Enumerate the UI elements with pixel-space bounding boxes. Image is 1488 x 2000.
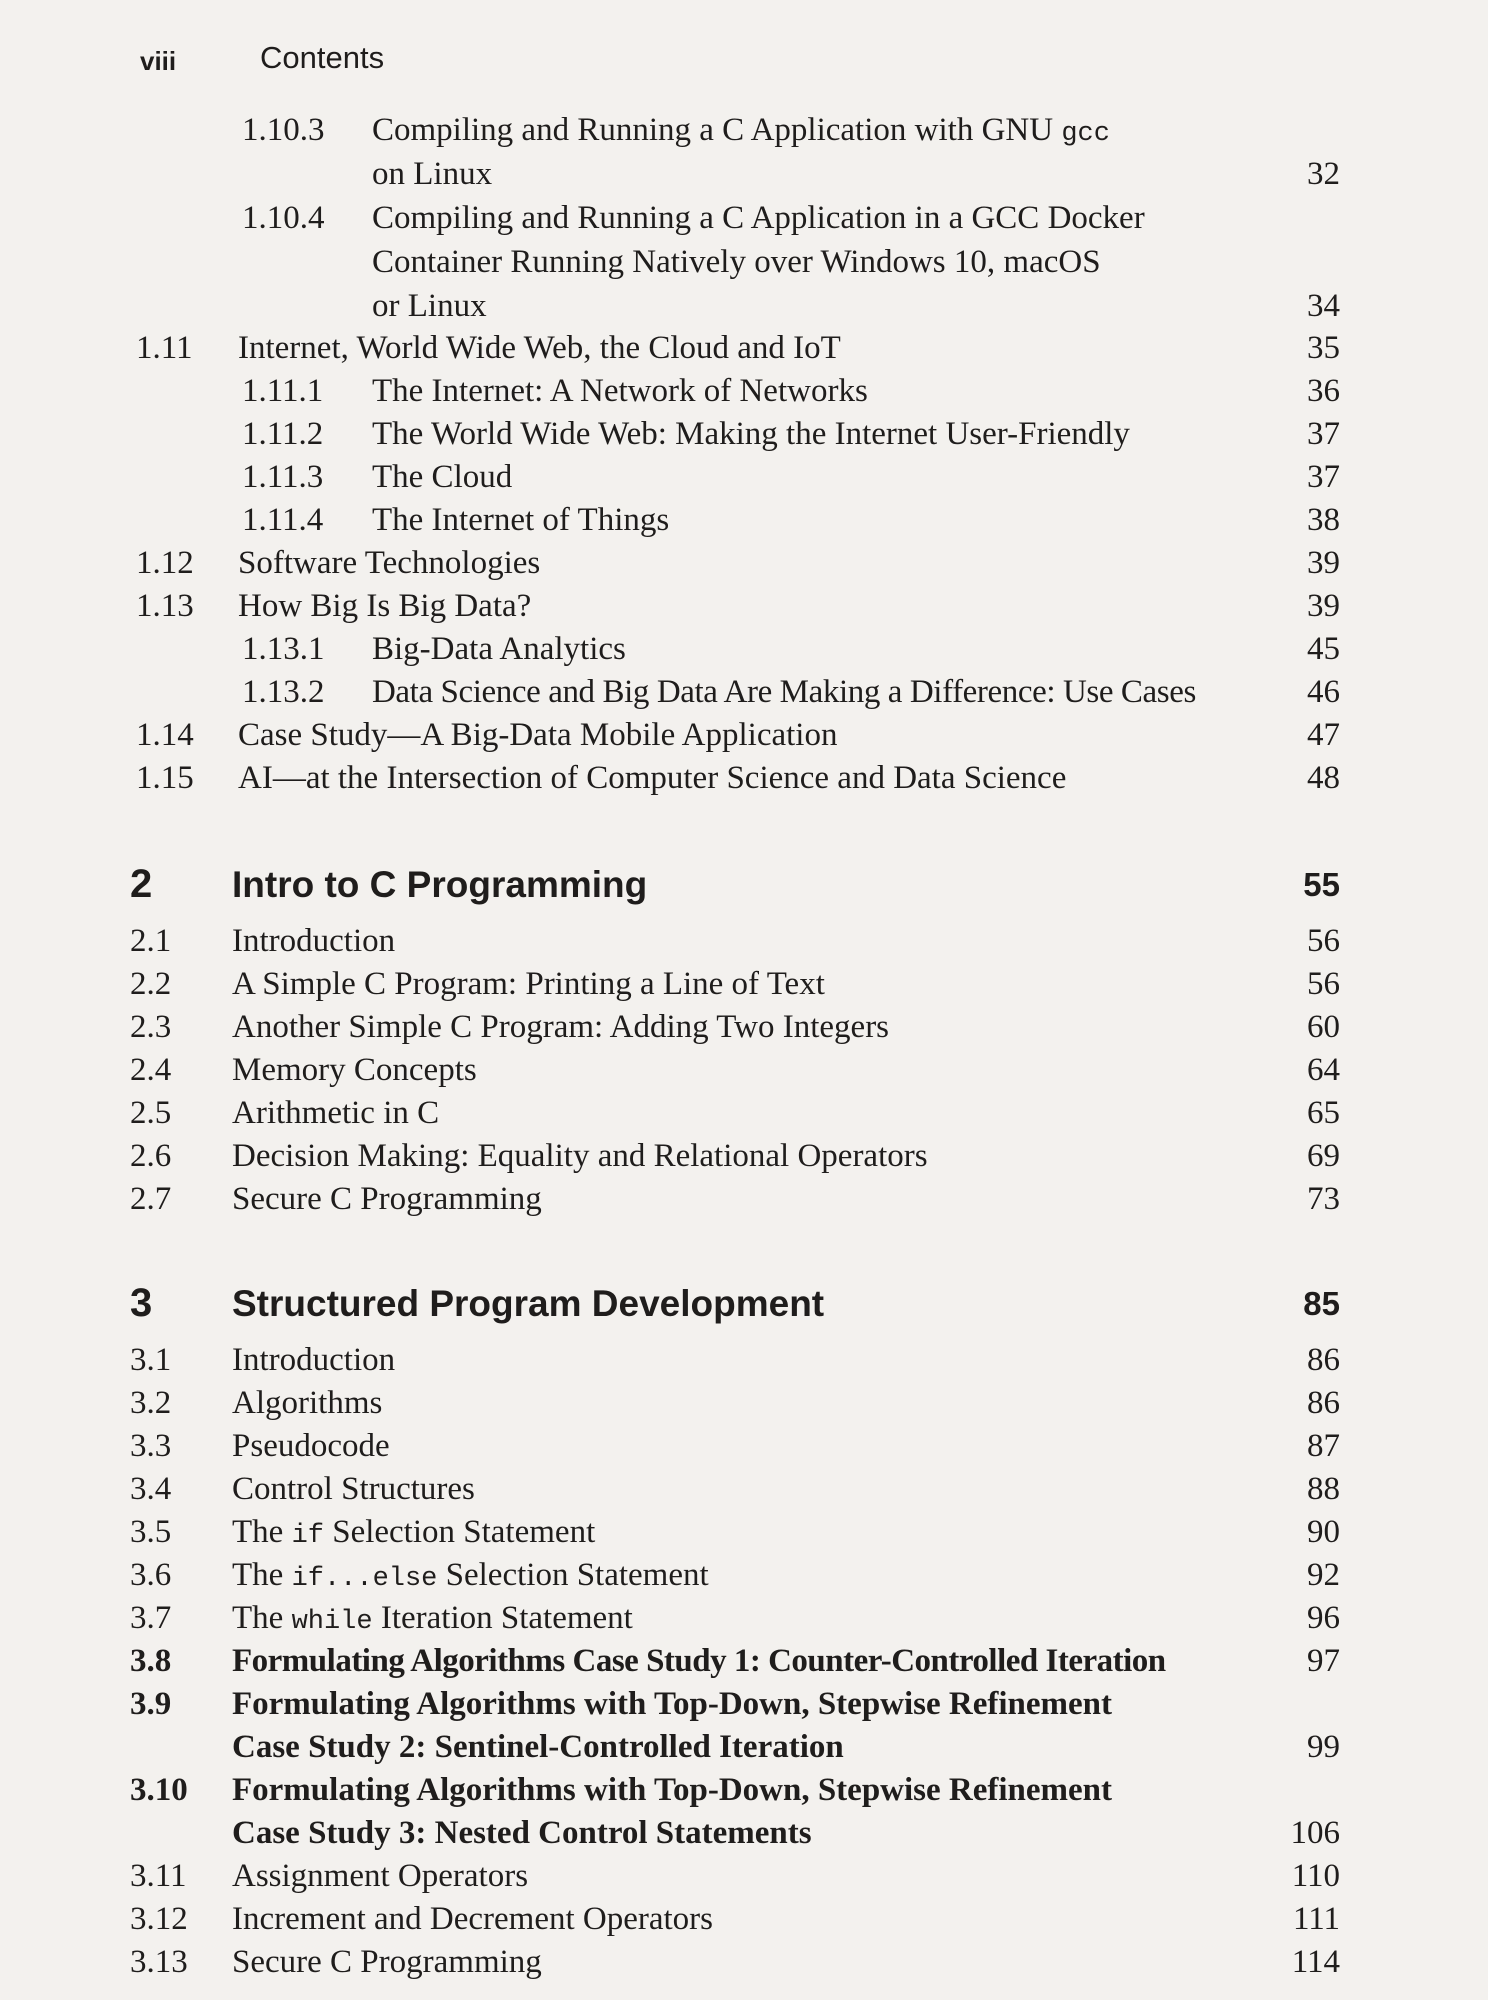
page-ref: 34 [1307,288,1340,324]
toc-entry-1-11[interactable] [0,330,1488,374]
toc-entry-3-8[interactable] [0,1643,1488,1687]
toc-entry-1-12[interactable] [0,545,1488,589]
toc-entry-2-3[interactable] [0,1009,1488,1053]
section-title: Case Study—A Big-Data Mobile Application [238,717,838,753]
running-title: Contents [260,40,385,75]
section-number: 3.13 [130,1944,188,1980]
toc-entry-3-13[interactable] [0,1944,1488,1988]
toc-chapter-3[interactable] [0,1281,1488,1329]
toc-entry-2-7[interactable] [0,1181,1488,1225]
page-ref: 32 [1307,156,1340,192]
page-ref: 87 [1307,1428,1340,1464]
section-title: Formulating Algorithms with Top-Down, Stepwise Refinement [232,1686,1113,1722]
toc-entry-1-13-2[interactable] [0,674,1488,718]
toc-entry-3-4[interactable] [0,1471,1488,1515]
section-title: Another Simple C Program: Adding Two Integers [232,1009,890,1045]
page-ref: 39 [1307,545,1340,581]
section-title-cont: Case Study 3: Nested Control Statements [232,1815,812,1851]
page-ref: 45 [1307,631,1340,667]
section-number: 1.10.3 [242,112,325,148]
section-number: 1.11.3 [242,459,324,495]
section-title: The Internet of Things [372,502,670,538]
section-title: Memory Concepts [232,1052,477,1088]
page-ref: 90 [1307,1514,1340,1550]
section-number: 2.5 [130,1095,172,1131]
chapter-title: Structured Program Development [232,1283,825,1324]
toc-entry-1-10-3[interactable] [0,112,1488,156]
page-ref: 114 [1291,1944,1340,1980]
toc-entry-2-1[interactable] [0,923,1488,967]
section-title: Compiling and Running a C Application in a GCC Docker [372,200,1145,236]
section-number: 2.7 [130,1181,172,1217]
section-title-cont: Case Study 2: Sentinel-Controlled Iteration [232,1729,844,1765]
section-number: 1.11.4 [242,502,324,538]
toc-entry-1-11-4[interactable] [0,502,1488,546]
page-ref: 106 [1290,1815,1340,1851]
section-title-cont: Container Running Natively over Windows 10, macOS [372,244,1101,280]
page-ref: 85 [1303,1285,1340,1322]
section-title: Data Science and Big Data Are Making a Difference: Use Cases [372,674,1196,710]
page-ref: 88 [1307,1471,1340,1507]
section-title: The if...else Selection Statement [232,1557,709,1594]
page-ref: 99 [1307,1729,1340,1765]
page-ref: 86 [1307,1342,1340,1378]
section-title: The World Wide Web: Making the Internet User-Friendly [372,416,1130,452]
page-ref: 73 [1307,1181,1340,1217]
section-title: Introduction [232,1342,396,1378]
toc-entry-3-12[interactable] [0,1901,1488,1945]
chapter-number: 3 [130,1281,153,1325]
toc-entry-1-10-4-cont2[interactable] [0,288,1488,332]
toc-entry-3-2[interactable] [0,1385,1488,1429]
chapter-number: 2 [130,862,153,906]
toc-entry-3-9[interactable] [0,1686,1488,1730]
section-title: Introduction [232,923,396,959]
toc-entry-3-11[interactable] [0,1858,1488,1902]
section-title: A Simple C Program: Printing a Line of Text [232,966,825,1002]
section-number: 2.3 [130,1009,172,1045]
section-title: The if Selection Statement [232,1514,596,1551]
toc-entry-1-10-4[interactable] [0,200,1488,244]
toc-entry-1-10-3-cont[interactable] [0,156,1488,200]
page-ref: 56 [1307,966,1340,1002]
toc-entry-2-4[interactable] [0,1052,1488,1096]
page-ref: 92 [1307,1557,1340,1593]
toc-chapter-2[interactable] [0,862,1488,910]
toc-entry-1-11-2[interactable] [0,416,1488,460]
section-number: 3.6 [130,1557,172,1593]
section-title: Big-Data Analytics [372,631,626,667]
toc-entry-1-11-3[interactable] [0,459,1488,503]
section-number: 3.9 [130,1686,172,1722]
page-ref: 37 [1307,459,1340,495]
section-title: AI—at the Intersection of Computer Science and Data Science [238,760,1067,796]
section-title: The Cloud [372,459,513,495]
toc-entry-1-13[interactable] [0,588,1488,632]
section-number: 2.1 [130,923,172,959]
section-number: 3.3 [130,1428,172,1464]
section-number: 2.4 [130,1052,172,1088]
toc-entry-3-3[interactable] [0,1428,1488,1472]
toc-entry-2-5[interactable] [0,1095,1488,1139]
section-number: 3.10 [130,1772,188,1808]
page-ref: 60 [1307,1009,1340,1045]
section-title-cont: or Linux [372,288,487,324]
toc-entry-2-6[interactable] [0,1138,1488,1182]
section-title: Formulating Algorithms Case Study 1: Counter-Controlled Iteration [232,1643,1166,1679]
section-title: Increment and Decrement Operators [232,1901,714,1937]
page-ref: 97 [1307,1643,1340,1679]
section-number: 2.6 [130,1138,172,1174]
section-title: Compiling and Running a C Application with GNU gcc [372,112,1110,149]
toc-entry-3-5[interactable] [0,1514,1488,1558]
section-number: 1.13 [136,588,194,624]
section-title: Software Technologies [238,545,541,581]
page-ref: 48 [1307,760,1340,796]
section-title: Assignment Operators [232,1858,529,1894]
section-number: 3.8 [130,1643,172,1679]
section-title: Arithmetic in C [232,1095,440,1131]
toc-entry-1-10-4-cont1[interactable] [0,244,1488,288]
toc-entry-1-14[interactable] [0,717,1488,761]
section-number: 1.11 [136,330,193,366]
page-ref: 65 [1307,1095,1340,1131]
page-ref: 69 [1307,1138,1340,1174]
section-title: Secure C Programming [232,1181,542,1217]
page-ref: 86 [1307,1385,1340,1421]
page-number: viii [140,46,177,76]
page-ref: 110 [1291,1858,1340,1894]
section-number: 1.14 [136,717,194,753]
section-number: 1.11.2 [242,416,324,452]
section-number: 1.13.1 [242,631,325,667]
section-title: The while Iteration Statement [232,1600,633,1637]
page-ref: 56 [1307,923,1340,959]
page-ref: 111 [1292,1901,1340,1937]
toc-entry-1-11-1[interactable] [0,373,1488,417]
section-title: Decision Making: Equality and Relational Operators [232,1138,928,1174]
page-ref: 37 [1307,416,1340,452]
section-title: Internet, World Wide Web, the Cloud and IoT [238,330,841,366]
section-number: 3.5 [130,1514,172,1550]
toc-entry-3-1[interactable] [0,1342,1488,1386]
page-ref: 38 [1307,502,1340,538]
section-title: Secure C Programming [232,1944,542,1980]
toc-entry-3-9-cont[interactable] [0,1729,1488,1773]
toc-entry-3-6[interactable] [0,1557,1488,1601]
section-number: 1.15 [136,760,194,796]
section-number: 3.4 [130,1471,172,1507]
toc-entry-2-2[interactable] [0,966,1488,1010]
toc-entry-3-10-cont[interactable] [0,1815,1488,1859]
section-number: 1.10.4 [242,200,325,236]
section-number: 3.7 [130,1600,172,1636]
section-title: Pseudocode [232,1428,390,1464]
section-number: 3.11 [130,1858,187,1894]
section-title: Algorithms [232,1385,383,1421]
toc-entry-3-10[interactable] [0,1772,1488,1816]
page-ref: 35 [1307,330,1340,366]
page-ref: 96 [1307,1600,1340,1636]
section-title: Control Structures [232,1471,475,1507]
page-ref: 36 [1307,373,1340,409]
chapter-title: Intro to C Programming [232,864,648,905]
section-title: How Big Is Big Data? [238,588,532,624]
section-number: 3.1 [130,1342,172,1378]
section-title: The Internet: A Network of Networks [372,373,868,409]
section-title: Formulating Algorithms with Top-Down, Stepwise Refinement [232,1772,1113,1808]
page-ref: 46 [1307,674,1340,710]
section-number: 1.13.2 [242,674,325,710]
page-ref: 39 [1307,588,1340,624]
toc-entry-1-15[interactable] [0,760,1488,804]
page-ref: 64 [1307,1052,1340,1088]
section-number: 3.2 [130,1385,172,1421]
page-ref: 47 [1307,717,1340,753]
toc-entry-3-7[interactable] [0,1600,1488,1644]
section-number: 1.11.1 [242,373,324,409]
section-number: 3.12 [130,1901,188,1937]
section-title-cont: on Linux [372,156,493,192]
section-number: 2.2 [130,966,172,1002]
page-ref: 55 [1303,866,1340,903]
toc-entry-1-13-1[interactable] [0,631,1488,675]
section-number: 1.12 [136,545,194,581]
